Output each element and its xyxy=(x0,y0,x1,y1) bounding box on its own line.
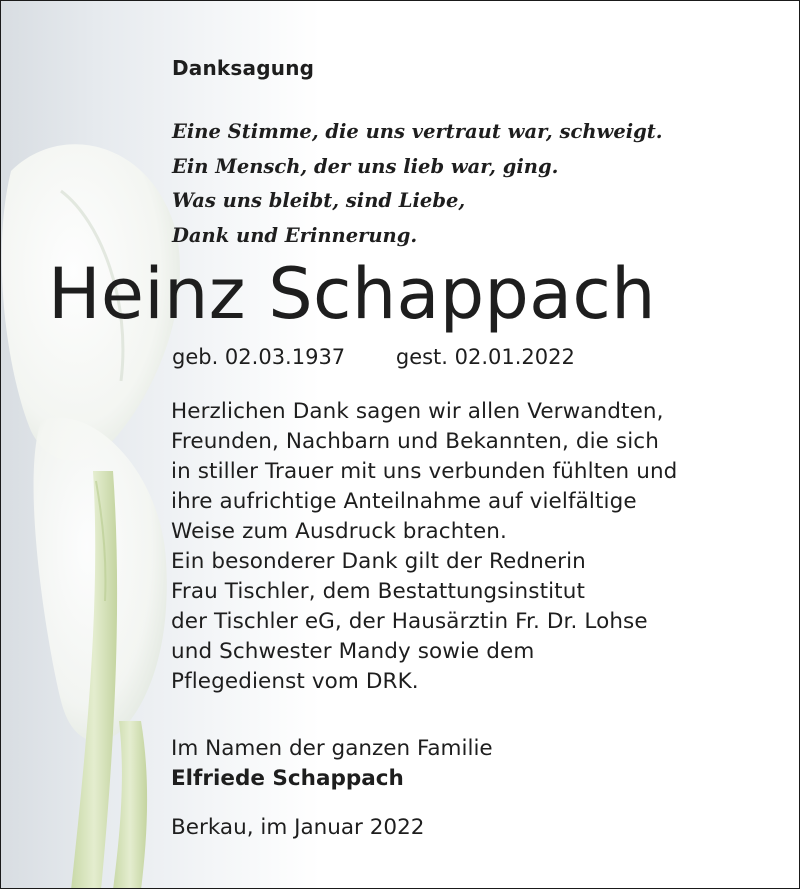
body-line: Pflegedienst vom DRK. xyxy=(171,669,419,694)
body-line: der Tischler eG, der Hausärztin Fr. Dr. Lohse xyxy=(171,609,648,634)
body-line: Freunden, Nachbarn und Bekannten, die sich xyxy=(171,429,659,454)
body-line: Herzlichen Dank sagen wir allen Verwandten, xyxy=(171,399,664,424)
body-line: und Schwester Mandy sowie dem xyxy=(171,639,535,664)
poem xyxy=(172,115,663,253)
poem-line: Dank und Erinnerung. xyxy=(172,223,418,247)
body-line: ihre aufrichtige Anteilnahme auf vielfältige xyxy=(171,489,637,514)
death-date: gest. 02.01.2022 xyxy=(395,345,575,369)
notice-heading: Danksagung xyxy=(172,56,315,80)
body-line: Weise zum Ausdruck brachten. xyxy=(171,519,507,544)
poem-line: Was uns bleibt, sind Liebe, xyxy=(172,189,466,212)
body-line: Ein besonderer Dank gilt der Rednerin xyxy=(171,549,586,574)
life-dates xyxy=(172,345,575,369)
closing-line: Im Namen der ganzen Familie xyxy=(171,736,493,761)
birth-date: geb. 02.03.1937 xyxy=(172,345,346,369)
place-and-date: Berkau, im Januar 2022 xyxy=(171,815,425,840)
deceased-name: Heinz Schappach xyxy=(48,253,656,335)
body-line: Frau Tischler, dem Bestattungsinstitut xyxy=(171,579,585,604)
thank-you-text xyxy=(171,397,677,697)
poem-line: Eine Stimme, die uns vertraut war, schweigt. xyxy=(172,120,663,143)
closing-block xyxy=(171,734,493,794)
poem-line: Ein Mensch, der uns lieb war, ging. xyxy=(172,154,559,178)
body-line: in stiller Trauer mit uns verbunden fühlten und xyxy=(171,459,678,484)
signature: Elfriede Schappach xyxy=(171,766,404,791)
